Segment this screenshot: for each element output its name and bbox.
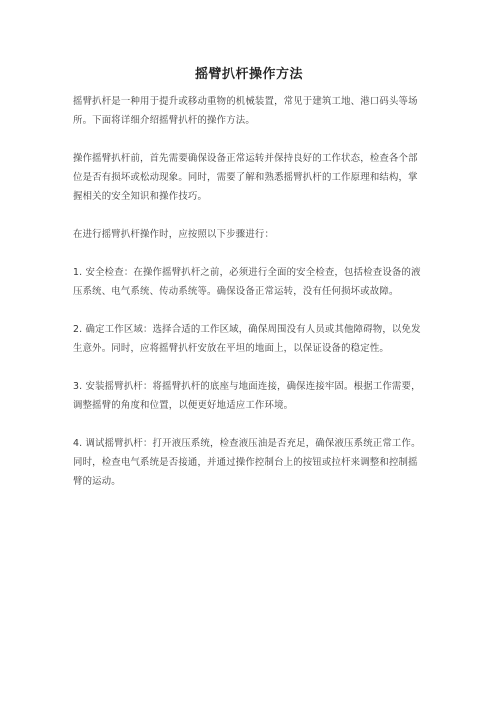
paragraph-intro: 摇臂扒杆是一种用于提升或移动重物的机械装置，常见于建筑工地、港口码头等场所。下面将详细介绍摇臂扒杆的操作方法。: [73, 96, 418, 126]
paragraph-preparation: 操作摇臂扒杆前，首先需要确保设备正常运转并保持良好的工作状态，检查各个部位是否有损坏或松动现象。同时，需要了解和熟悉摇臂扒杆的工作原理和结构，掌握相关的安全知识和操作技巧。: [73, 153, 418, 202]
paragraph-step-3: 3. 安装摇臂扒杆：将摇臂扒杆的底座与地面连接，确保连接牢固。根据工作需要，调整摇臂的角度和位置，以便更好地适应工作环境。: [73, 381, 421, 411]
document-title: 摇臂扒杆操作方法: [194, 67, 303, 82]
paragraph-step-4: 4. 调试摇臂扒杆：打开液压系统，检查液压油是否充足，确保液压系统正常工作。同时，检查电气系统是否接通，并通过操作控制台上的按钮或拉杆来调整和控制摇臂的运动。: [73, 438, 421, 487]
paragraph-step-1: 1. 安全检查：在操作摇臂扒杆之前，必须进行全面的安全检查，包括检查设备的液压系统、电气系统、传动系统等。确保设备正常运转，没有任何损坏或故障。: [73, 267, 421, 297]
paragraph-step-2: 2. 确定工作区域：选择合适的工作区域，确保周围没有人员或其他障碍物，以免发生意外。同时，应将摇臂扒杆安放在平坦的地面上，以保证设备的稳定性。: [73, 324, 421, 354]
paragraph-steps-intro: 在进行摇臂扒杆操作时，应按照以下步骤进行：: [73, 229, 275, 240]
